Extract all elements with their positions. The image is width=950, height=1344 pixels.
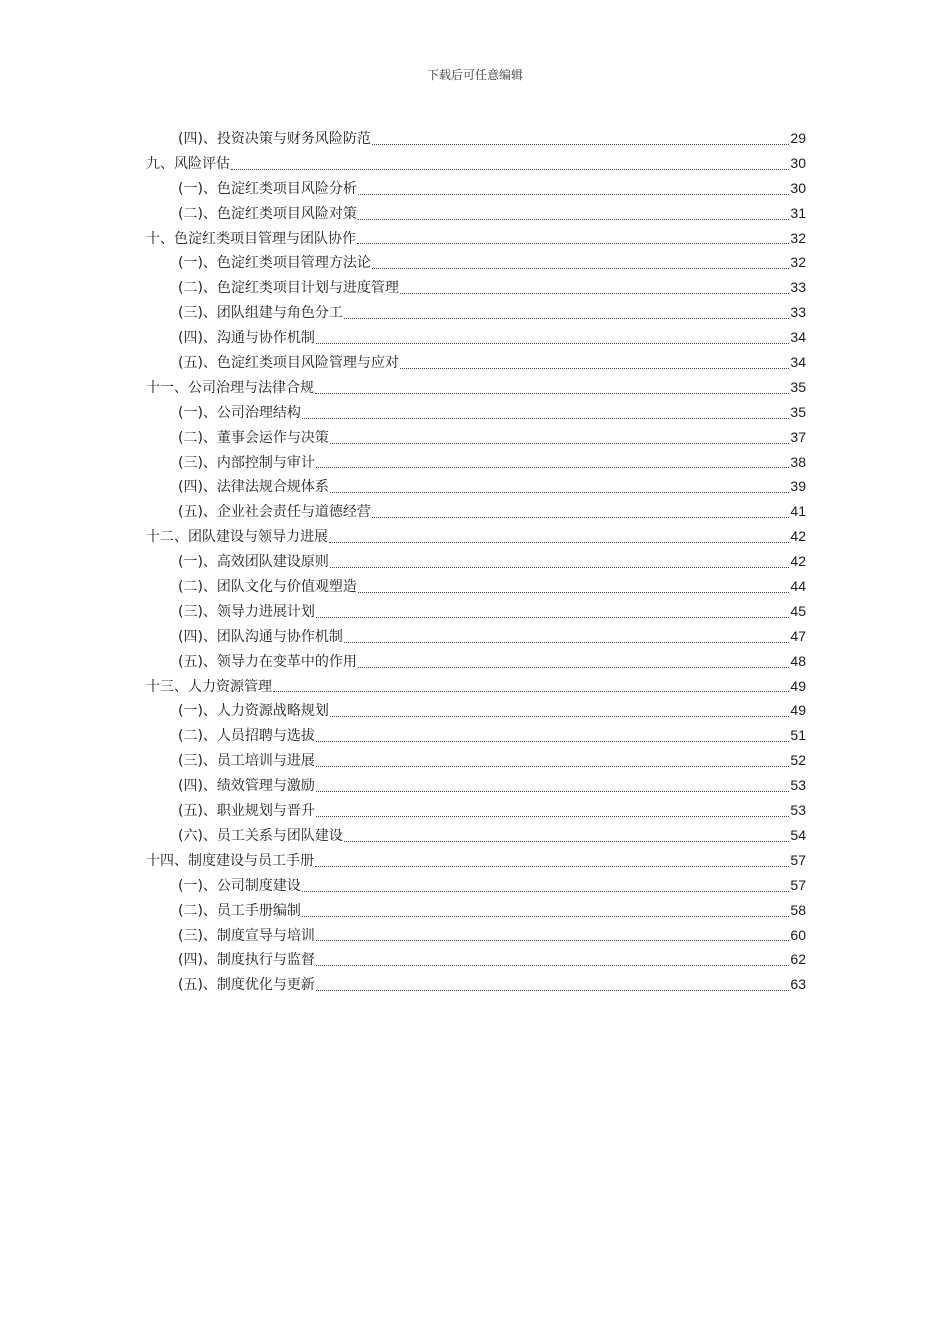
- toc-entry-page-number: 47: [790, 627, 806, 644]
- toc-entry-title: (三)、团队组建与角色分工: [178, 305, 343, 322]
- toc-entry[interactable]: [146, 723, 806, 748]
- toc-entry-title: (五)、制度优化与更新: [178, 977, 315, 994]
- toc-entry[interactable]: [146, 748, 806, 773]
- toc-dot-leader: [344, 318, 789, 319]
- toc-entry[interactable]: [146, 823, 806, 848]
- toc-entry-title: (三)、制度宣导与培训: [178, 927, 315, 944]
- toc-entry-title: (五)、企业社会责任与道德经营: [178, 504, 371, 521]
- toc-entry-title: (五)、领导力在变革中的作用: [178, 653, 357, 670]
- toc-dot-leader: [372, 144, 789, 145]
- toc-entry-title: (四)、法律法规合规体系: [178, 479, 329, 496]
- toc-entry-page-number: 34: [790, 354, 806, 371]
- toc-entry-page-number: 49: [790, 677, 806, 694]
- toc-entry-title: (二)、员工手册编制: [178, 902, 301, 919]
- toc-entry-page-number: 41: [790, 503, 806, 520]
- toc-dot-leader: [302, 916, 789, 917]
- toc-dot-leader: [316, 741, 789, 742]
- toc-dot-leader: [316, 990, 789, 991]
- toc-entry[interactable]: [146, 400, 806, 425]
- toc-entry-page-number: 42: [790, 528, 806, 545]
- toc-entry-title: (四)、投资决策与财务风险防范: [178, 131, 371, 147]
- toc-entry-title: (三)、内部控制与审计: [178, 454, 315, 471]
- toc-entry[interactable]: [146, 574, 806, 599]
- toc-entry[interactable]: [146, 176, 806, 201]
- toc-entry[interactable]: [146, 300, 806, 325]
- toc-entry[interactable]: [146, 450, 806, 475]
- toc-entry-title: (二)、人员招聘与选拔: [178, 728, 315, 745]
- toc-entry-page-number: 44: [790, 578, 806, 595]
- toc-entry[interactable]: [146, 624, 806, 649]
- toc-dot-leader: [302, 418, 789, 419]
- toc-entry[interactable]: [146, 898, 806, 923]
- toc-entry-title: (二)、色淀红类项目计划与进度管理: [178, 280, 399, 297]
- toc-entry[interactable]: [146, 848, 806, 873]
- toc-dot-leader: [330, 567, 789, 568]
- toc-entry-title: (一)、人力资源战略规划: [178, 703, 329, 720]
- toc-entry[interactable]: [146, 674, 806, 699]
- toc-entry-title: (三)、员工培训与进展: [178, 753, 315, 770]
- toc-entry-page-number: 45: [790, 602, 806, 619]
- toc-dot-leader: [330, 492, 789, 493]
- toc-dot-leader: [316, 965, 789, 966]
- toc-dot-leader: [329, 542, 789, 543]
- toc-entry-title: 十一、公司治理与法律合规: [146, 379, 314, 396]
- toc-entry-title: (二)、董事会运作与决策: [178, 429, 329, 446]
- toc-entry[interactable]: [146, 474, 806, 499]
- toc-entry-title: (一)、色淀红类项目风险分析: [178, 180, 357, 197]
- toc-entry-page-number: 62: [790, 951, 806, 968]
- toc-dot-leader: [358, 667, 789, 668]
- toc-entry-page-number: 30: [790, 179, 806, 196]
- toc-entry-page-number: 60: [790, 926, 806, 943]
- toc-entry-title: 十四、制度建设与员工手册: [146, 852, 314, 869]
- toc-entry-title: (一)、高效团队建设原则: [178, 554, 329, 571]
- toc-entry[interactable]: [146, 375, 806, 400]
- toc-entry-page-number: 57: [790, 851, 806, 868]
- toc-entry-page-number: 58: [790, 901, 806, 918]
- toc-entry-page-number: 34: [790, 329, 806, 346]
- toc-entry[interactable]: [146, 425, 806, 450]
- toc-dot-leader: [358, 592, 789, 593]
- toc-entry-title: (四)、绩效管理与激励: [178, 778, 315, 795]
- page-header: 下载后可任意编辑: [426, 68, 523, 82]
- toc-entry-page-number: 49: [790, 702, 806, 719]
- toc-entry[interactable]: [146, 947, 806, 972]
- toc-entry[interactable]: [146, 524, 806, 549]
- toc-entry[interactable]: [146, 275, 806, 300]
- toc-dot-leader: [315, 393, 789, 394]
- toc-entry[interactable]: [146, 649, 806, 674]
- toc-entry[interactable]: [146, 549, 806, 574]
- toc-entry[interactable]: [146, 126, 806, 151]
- toc-entry[interactable]: [146, 350, 806, 375]
- toc-entry-page-number: 29: [790, 130, 806, 146]
- toc-entry-page-number: 63: [790, 976, 806, 993]
- toc-dot-leader: [400, 293, 789, 294]
- toc-entry[interactable]: [146, 151, 806, 176]
- toc-entry-title: (四)、团队沟通与协作机制: [178, 628, 343, 645]
- toc-entry-page-number: 35: [790, 378, 806, 395]
- toc-entry-title: (三)、领导力进展计划: [178, 603, 315, 620]
- toc-dot-leader: [316, 467, 789, 468]
- toc-entry[interactable]: [146, 698, 806, 723]
- toc-entry-title: (五)、职业规划与晋升: [178, 803, 315, 820]
- toc-entry-title: (五)、色淀红类项目风险管理与应对: [178, 355, 399, 372]
- toc-entry-page-number: 38: [790, 453, 806, 470]
- toc-dot-leader: [372, 517, 789, 518]
- toc-entry-page-number: 52: [790, 752, 806, 769]
- toc-entry[interactable]: [146, 599, 806, 624]
- toc-dot-leader: [231, 169, 789, 170]
- toc-entry-title: 九、风险评估: [146, 155, 230, 172]
- toc-entry[interactable]: [146, 873, 806, 898]
- toc-entry-title: (二)、色淀红类项目风险对策: [178, 205, 357, 222]
- toc-entry-page-number: 35: [790, 403, 806, 420]
- toc-dot-leader: [400, 368, 789, 369]
- toc-dot-leader: [273, 691, 789, 692]
- toc-entry-page-number: 31: [790, 204, 806, 221]
- toc-entry-title: (一)、公司治理结构: [178, 404, 301, 421]
- toc-entry[interactable]: [146, 499, 806, 524]
- toc-dot-leader: [316, 766, 789, 767]
- toc-entry-page-number: 39: [790, 478, 806, 495]
- toc-entry-page-number: 32: [790, 229, 806, 246]
- toc-entry-title: (六)、员工关系与团队建设: [178, 827, 343, 844]
- toc-entry-title: (一)、公司制度建设: [178, 877, 301, 894]
- toc-dot-leader: [357, 243, 789, 244]
- toc-entry-title: 十二、团队建设与领导力进展: [146, 529, 328, 546]
- toc-dot-leader: [358, 219, 789, 220]
- toc-entry-page-number: 57: [790, 876, 806, 893]
- table-of-contents: [146, 126, 806, 997]
- toc-entry[interactable]: [146, 798, 806, 823]
- toc-dot-leader: [316, 343, 789, 344]
- toc-entry-page-number: 53: [790, 802, 806, 819]
- toc-entry[interactable]: [146, 773, 806, 798]
- toc-dot-leader: [316, 791, 789, 792]
- toc-dot-leader: [344, 841, 789, 842]
- toc-entry[interactable]: [146, 201, 806, 226]
- toc-entry-title: (一)、色淀红类项目管理方法论: [178, 255, 371, 272]
- toc-dot-leader: [316, 940, 789, 941]
- toc-entry-page-number: 53: [790, 777, 806, 794]
- toc-entry-page-number: 42: [790, 553, 806, 570]
- toc-entry[interactable]: [146, 325, 806, 350]
- toc-entry-page-number: 51: [790, 727, 806, 744]
- toc-dot-leader: [315, 866, 789, 867]
- toc-entry-title: 十、色淀红类项目管理与团队协作: [146, 230, 356, 247]
- toc-entry-page-number: 33: [790, 279, 806, 296]
- toc-entry-title: 十三、人力资源管理: [146, 678, 272, 695]
- toc-entry-title: (四)、制度执行与监督: [178, 952, 315, 969]
- toc-entry-page-number: 37: [790, 428, 806, 445]
- toc-entry[interactable]: [146, 923, 806, 948]
- toc-entry-page-number: 30: [790, 154, 806, 171]
- toc-entry-page-number: 54: [790, 826, 806, 843]
- toc-entry-page-number: 33: [790, 304, 806, 321]
- toc-entry[interactable]: [146, 226, 806, 251]
- toc-entry-page-number: 32: [790, 254, 806, 271]
- toc-dot-leader: [302, 891, 789, 892]
- toc-dot-leader: [358, 194, 789, 195]
- toc-entry-page-number: 48: [790, 652, 806, 669]
- toc-dot-leader: [330, 716, 789, 717]
- toc-entry[interactable]: [146, 250, 806, 275]
- toc-dot-leader: [316, 617, 789, 618]
- toc-entry-title: (二)、团队文化与价值观塑造: [178, 579, 357, 596]
- toc-entry[interactable]: [146, 972, 806, 997]
- toc-entry-title: (四)、沟通与协作机制: [178, 330, 315, 347]
- toc-dot-leader: [316, 816, 789, 817]
- toc-dot-leader: [330, 443, 789, 444]
- toc-dot-leader: [344, 642, 789, 643]
- toc-dot-leader: [372, 268, 789, 269]
